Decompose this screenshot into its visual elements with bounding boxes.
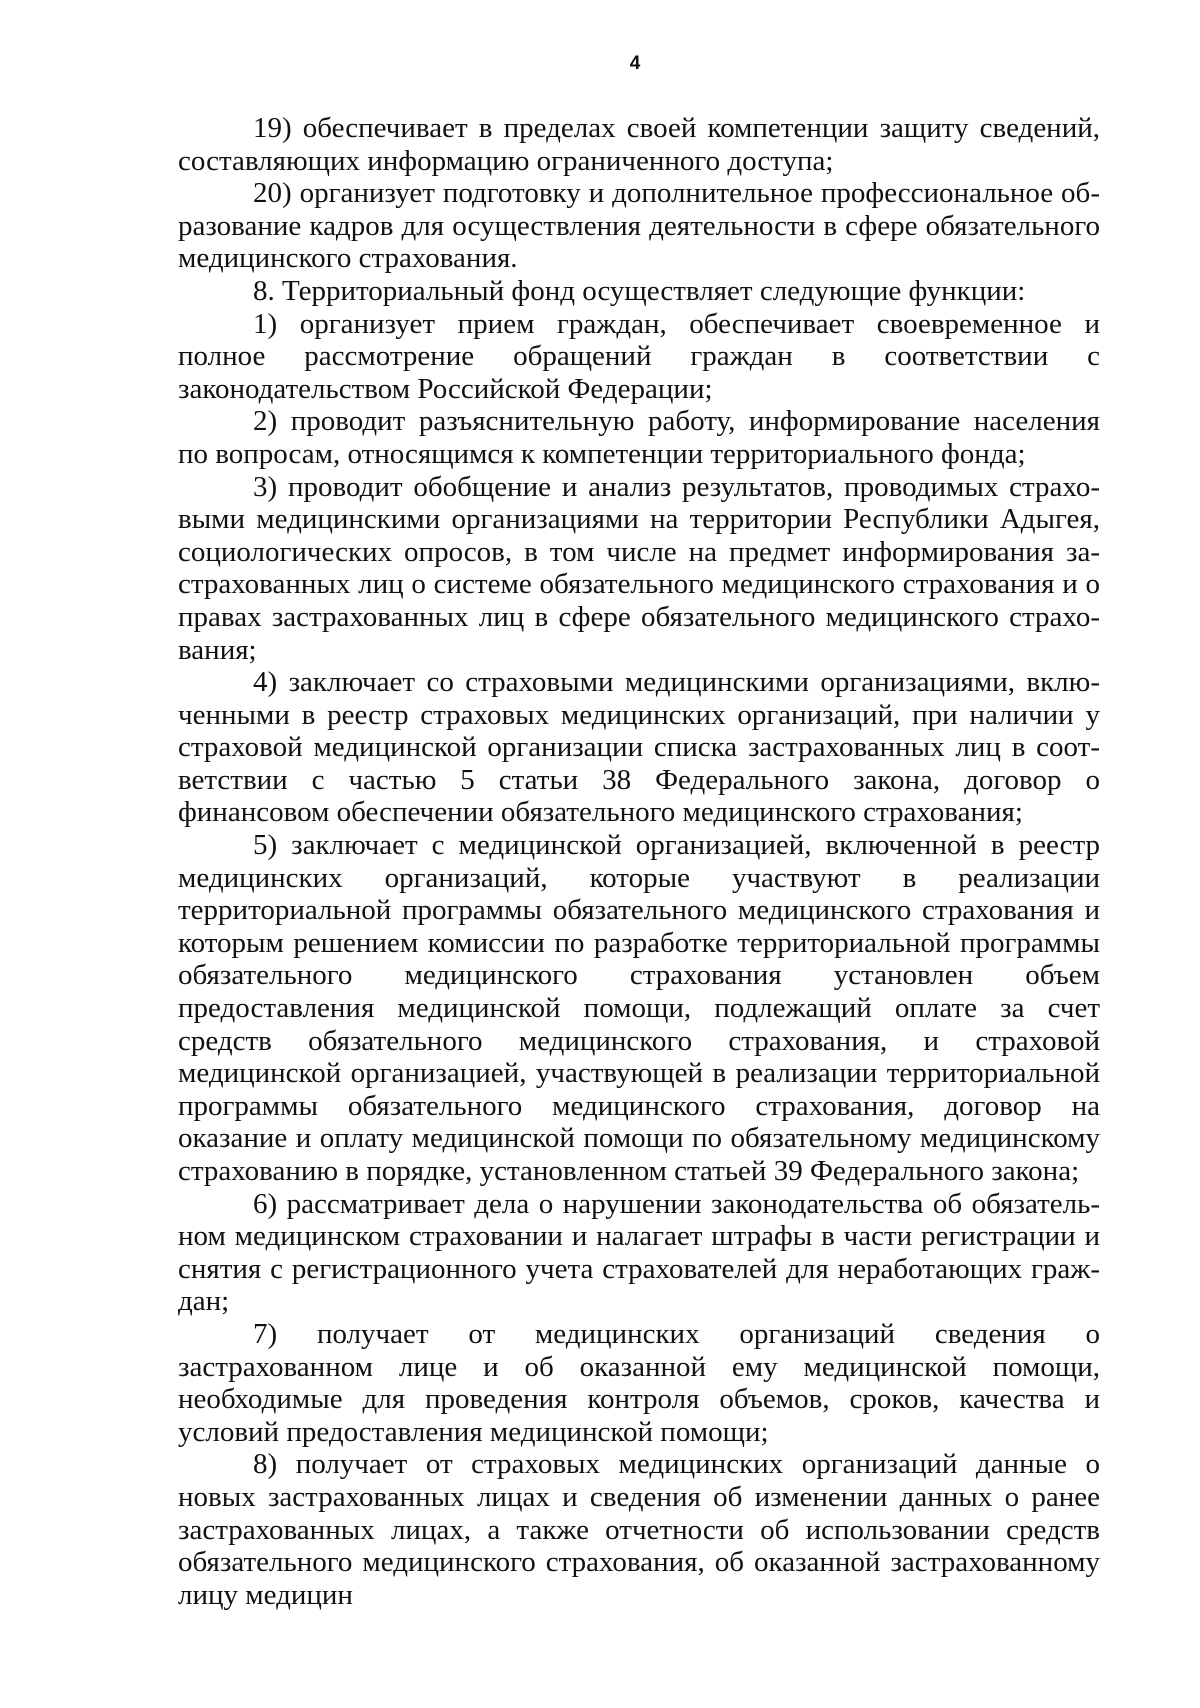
paragraph-item-3: 3) проводит обобщение и анализ результатов, проводимых страховыми медицинскими организациями на территории Республики Адыгея, социологических опросов, в том числе на предмет информирования застрахованных лиц о системе обязательного медицинского страхования и о правах застрахованных лиц в сфере обязательного медицинского страхования;: [178, 470, 1100, 666]
paragraph-item-8: 8) получает от страховых медицинских организаций данные о новых застрахованных лицах и сведения об изменении данных о ранее застрахованных лицах, а также отчетности об использовании средств обязательного медицинского страхования, об оказанной застрахованному лицу медицин: [178, 1448, 1100, 1611]
paragraph-section-8-heading: 8. Территориальный фонд осуществляет следующие функции:: [253, 274, 1026, 307]
paragraph-item-1: 1) организует прием граждан, обеспечивает своевременное и полное рассмотрение обращений граждан в соответствии с законодательством Российской Федерации;: [178, 307, 1100, 405]
paragraph-item-7: 7) получает от медицинских организаций сведения о застрахованном лице и об оказанной ему медицинской помощи, необходимые для проведения контроля объемов, сроков, качества и условий предоставления медицинской помощи;: [178, 1317, 1100, 1448]
paragraph-item-5: 5) заключает с медицинской организацией, включенной в реестр медицинских организаций, которые участвуют в реализации территориальной программы обязательного медицинского страхования и которым решением комиссии по разработке территориальной программы обязательного медицинского страхования установлен объем предоставления медицинской помощи, подлежащий оплате за счет средств обязательного медицинского страхования, и страховой медицинской организацией, участвующей в реализации территориальной программы обязательного медицинского страхования, договор на оказание и оплату медицинской помощи по обязательному медицинскому страхованию в порядке, установленном статьей 39 Федерального закона;: [178, 829, 1100, 1187]
paragraph-item-6: 6) рассматривает дела о нарушении законодательства об обязательном медицинском страховании и налагает штрафы в части регистрации и снятия с регистрационного учета страхователей для неработающих граждан;: [178, 1187, 1100, 1318]
document-body: [178, 112, 1100, 1611]
paragraph-item-2: 2) проводит разъяснительную работу, информирование населения по вопросам, относящимся к компетенции территориального фонда;: [178, 405, 1100, 470]
paragraph-item-4: 4) заключает со страховыми медицинскими организациями, включенными в реестр страховых медицинских организаций, при наличии у страховой медицинской организации списка застрахованных лиц в соответствии с частью 5 статьи 38 Федерального закона, договор о финансовом обеспечении обязательного медицинского страхования;: [178, 666, 1100, 829]
page-number: 4: [629, 53, 641, 74]
paragraph-item-19: 19) обеспечивает в пределах своей компетенции защиту сведений, составляющих информацию ограниченного доступа;: [178, 112, 1100, 177]
paragraph-item-20: 20) организует подготовку и дополнительное профессиональное образование кадров для осуществления деятельности в сфере обязательного медицинского страхования.: [178, 177, 1100, 275]
